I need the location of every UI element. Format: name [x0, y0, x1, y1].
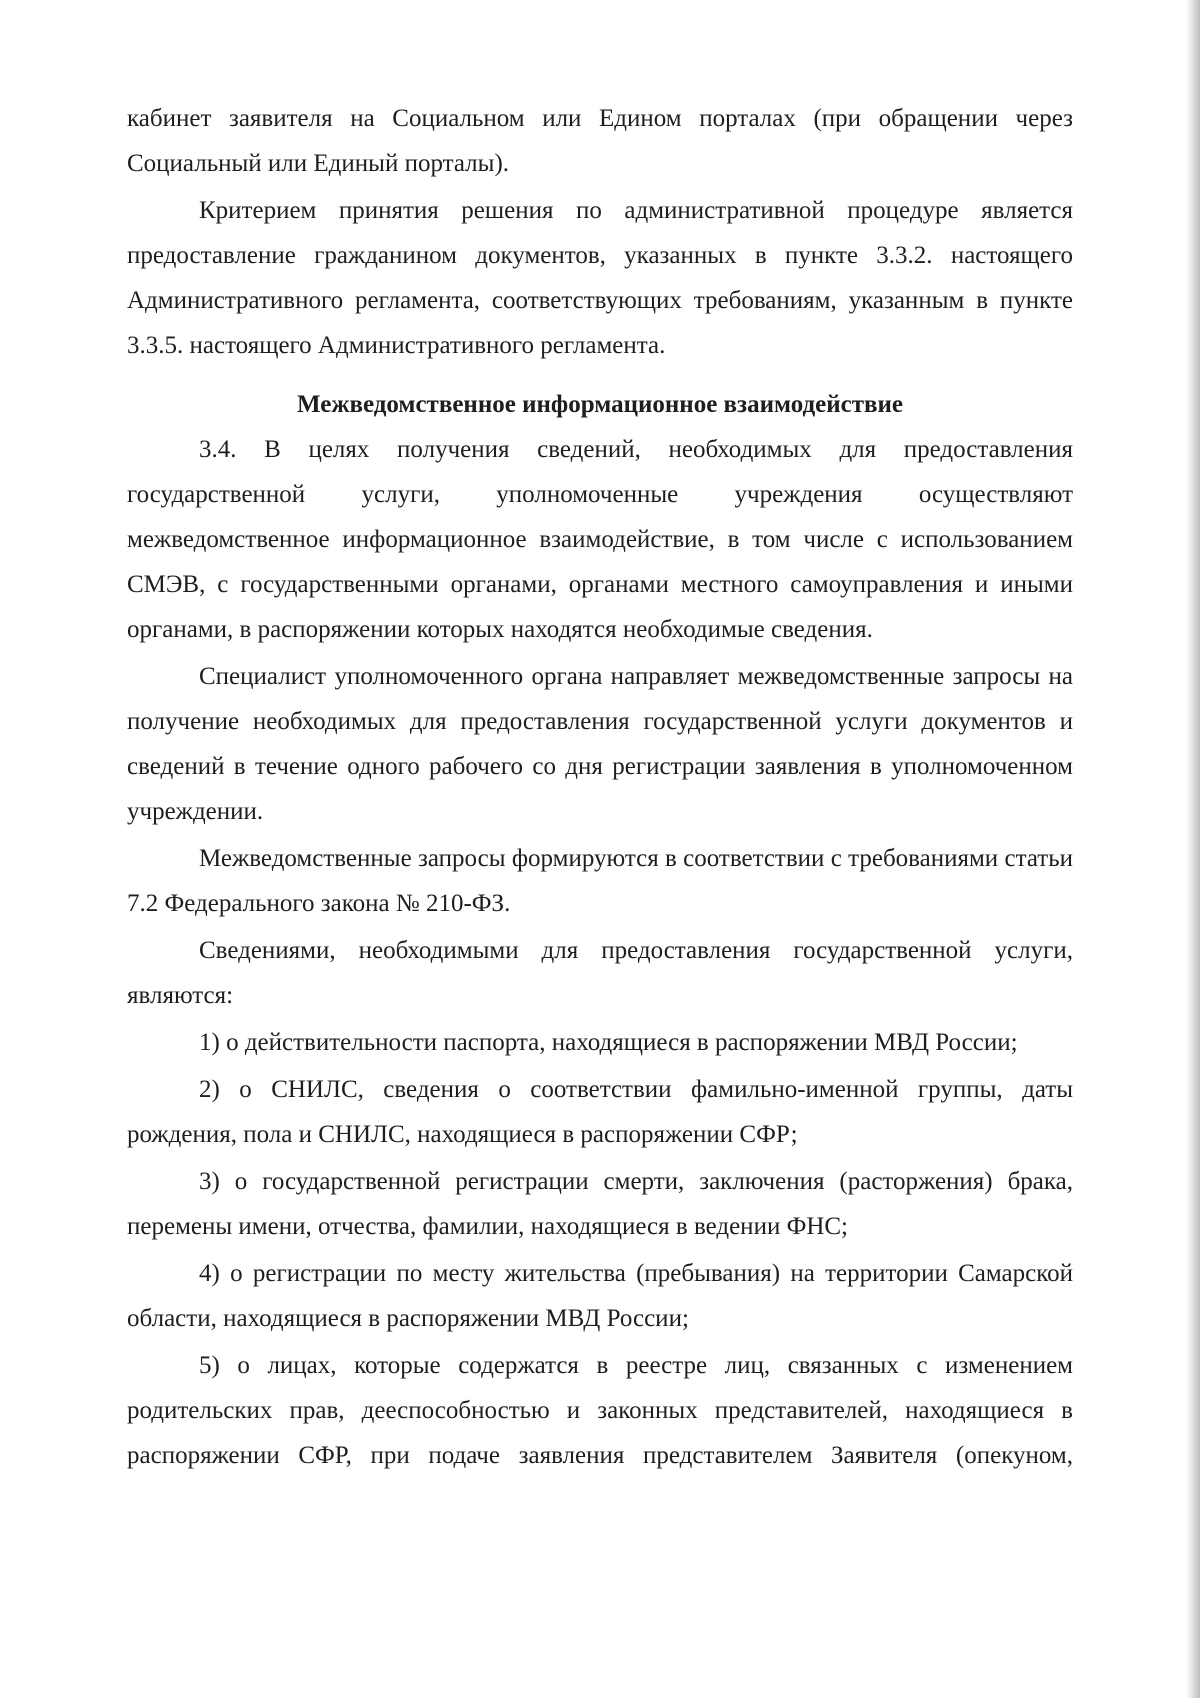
list-item: 3) о государственной регистрации смерти, заключения (расторжения) брака, перемены имени, отчества, фамилии, находящиеся в ведении ФНС; — [127, 1168, 1073, 1240]
paragraph-criteria: Критерием принятия решения по административной процедуре является предоставление гражданином документов, указанных в пункте 3.3.2. настоящего Административного регламента, соответствующих требованиям, указанным в пункте 3.3.5. настоящего Административного регламента. — [127, 197, 1073, 359]
list-item: 2) о СНИЛС, сведения о соответствии фамильно-именной группы, даты рождения, пола и СНИЛС, находящиеся в распоряжении СФР; — [127, 1076, 1073, 1148]
section-heading: Межведомственное информационное взаимодействие — [297, 391, 903, 418]
paragraph-specialist: Специалист уполномоченного органа направляет межведомственные запросы на получение необходимых для предоставления государственной услуги документов и сведений в течение одного рабочего со дня регистрации заявления в уполномоченном учреждении. — [127, 663, 1073, 825]
list-item: 4) о регистрации по месту жительства (пребывания) на территории Самарской области, находящиеся в распоряжении МВД России; — [127, 1260, 1073, 1332]
scan-edge-shadow — [1186, 0, 1200, 1698]
list-item: 5) о лицах, которые содержатся в реестре лиц, связанных с изменением родительских прав, дееспособностью и законных представителей, находящиеся в распоряжении СФР, при подаче заявления представителем Заявителя (опекуном, — [127, 1352, 1073, 1469]
paragraph-continuation: кабинет заявителя на Социальном или Едином порталах (при обращении через Социальный или Единый порталы). — [127, 105, 1073, 177]
document-page — [127, 96, 1073, 1480]
paragraph-info: Сведениями, необходимыми для предоставления государственной услуги, являются: — [127, 937, 1073, 1009]
paragraph-3-4: 3.4. В целях получения сведений, необходимых для предоставления государственной услуги, уполномоченные учреждения осуществляют межведомственное информационное взаимодействие, в том числе с использованием СМЭВ, с государственными органами, органами местного самоуправления и иными органами, в распоряжении которых находятся необходимые сведения. — [127, 436, 1073, 643]
paragraph-requests: Межведомственные запросы формируются в соответствии с требованиями статьи 7.2 Федерального закона № 210-ФЗ. — [127, 845, 1073, 917]
list-item: 1) о действительности паспорта, находящиеся в распоряжении МВД России; — [199, 1029, 1018, 1056]
